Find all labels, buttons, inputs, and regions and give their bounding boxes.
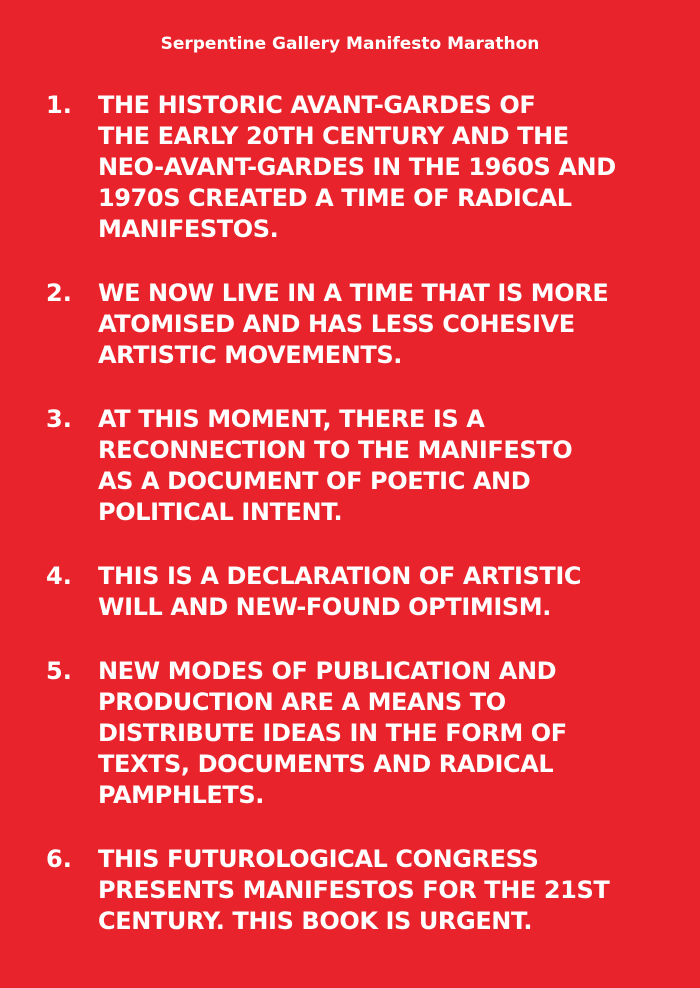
manifesto-item-2 [46,278,666,371]
text-line: NEO-AVANT-GARDES IN THE 1960S AND [98,153,616,181]
text-line: POLITICAL INTENT. [98,498,343,526]
manifesto-item-5 [46,656,666,811]
text-line: ARTISTIC MOVEMENTS. [98,341,402,369]
item-number: 4. [46,562,72,590]
item-text [98,278,666,371]
item-text [98,844,666,937]
item-number: 3. [46,405,72,433]
manifesto-item-4 [46,561,666,623]
text-line: DISTRIBUTE IDEAS IN THE FORM OF [98,719,567,747]
manifesto-item-1 [46,90,666,245]
text-line: THE EARLY 20TH CENTURY AND THE [98,122,569,150]
item-text [98,404,666,528]
text-line: ATOMISED AND HAS LESS COHESIVE [98,310,575,338]
text-line: CENTURY. THIS BOOK IS URGENT. [98,907,533,935]
text-line: AT THIS MOMENT, THERE IS A [98,405,485,433]
text-line: THE HISTORIC AVANT-GARDES OF [98,91,536,119]
item-number: 2. [46,279,72,307]
text-line: AS A DOCUMENT OF POETIC AND [98,467,531,495]
text-line: 1970S CREATED A TIME OF RADICAL [98,184,572,212]
text-line: PAMPHLETS. [98,781,264,809]
text-line: PRODUCTION ARE A MEANS TO [98,688,506,716]
text-line: TEXTS, DOCUMENTS AND RADICAL [98,750,554,778]
item-number: 6. [46,845,72,873]
text-line: WE NOW LIVE IN A TIME THAT IS MORE [98,279,609,307]
text-line: THIS FUTUROLOGICAL CONGRESS [98,845,539,873]
text-line: MANIFESTOS. [98,215,279,243]
item-number: 5. [46,657,72,685]
item-text [98,656,666,811]
manifesto-item-6 [46,844,666,937]
manifesto-item-3 [46,404,666,528]
text-line: PRESENTS MANIFESTOS FOR THE 21ST [98,876,610,904]
item-text [98,561,666,623]
item-text [98,90,666,245]
text-line: WILL AND NEW-FOUND OPTIMISM. [98,593,551,621]
item-number: 1. [46,91,72,119]
manifesto-list [46,90,666,970]
page-title: Serpentine Gallery Manifesto Marathon [160,34,540,54]
text-line: THIS IS A DECLARATION OF ARTISTIC [98,562,582,590]
text-line: NEW MODES OF PUBLICATION AND [98,657,557,685]
text-line: RECONNECTION TO THE MANIFESTO [98,436,573,464]
